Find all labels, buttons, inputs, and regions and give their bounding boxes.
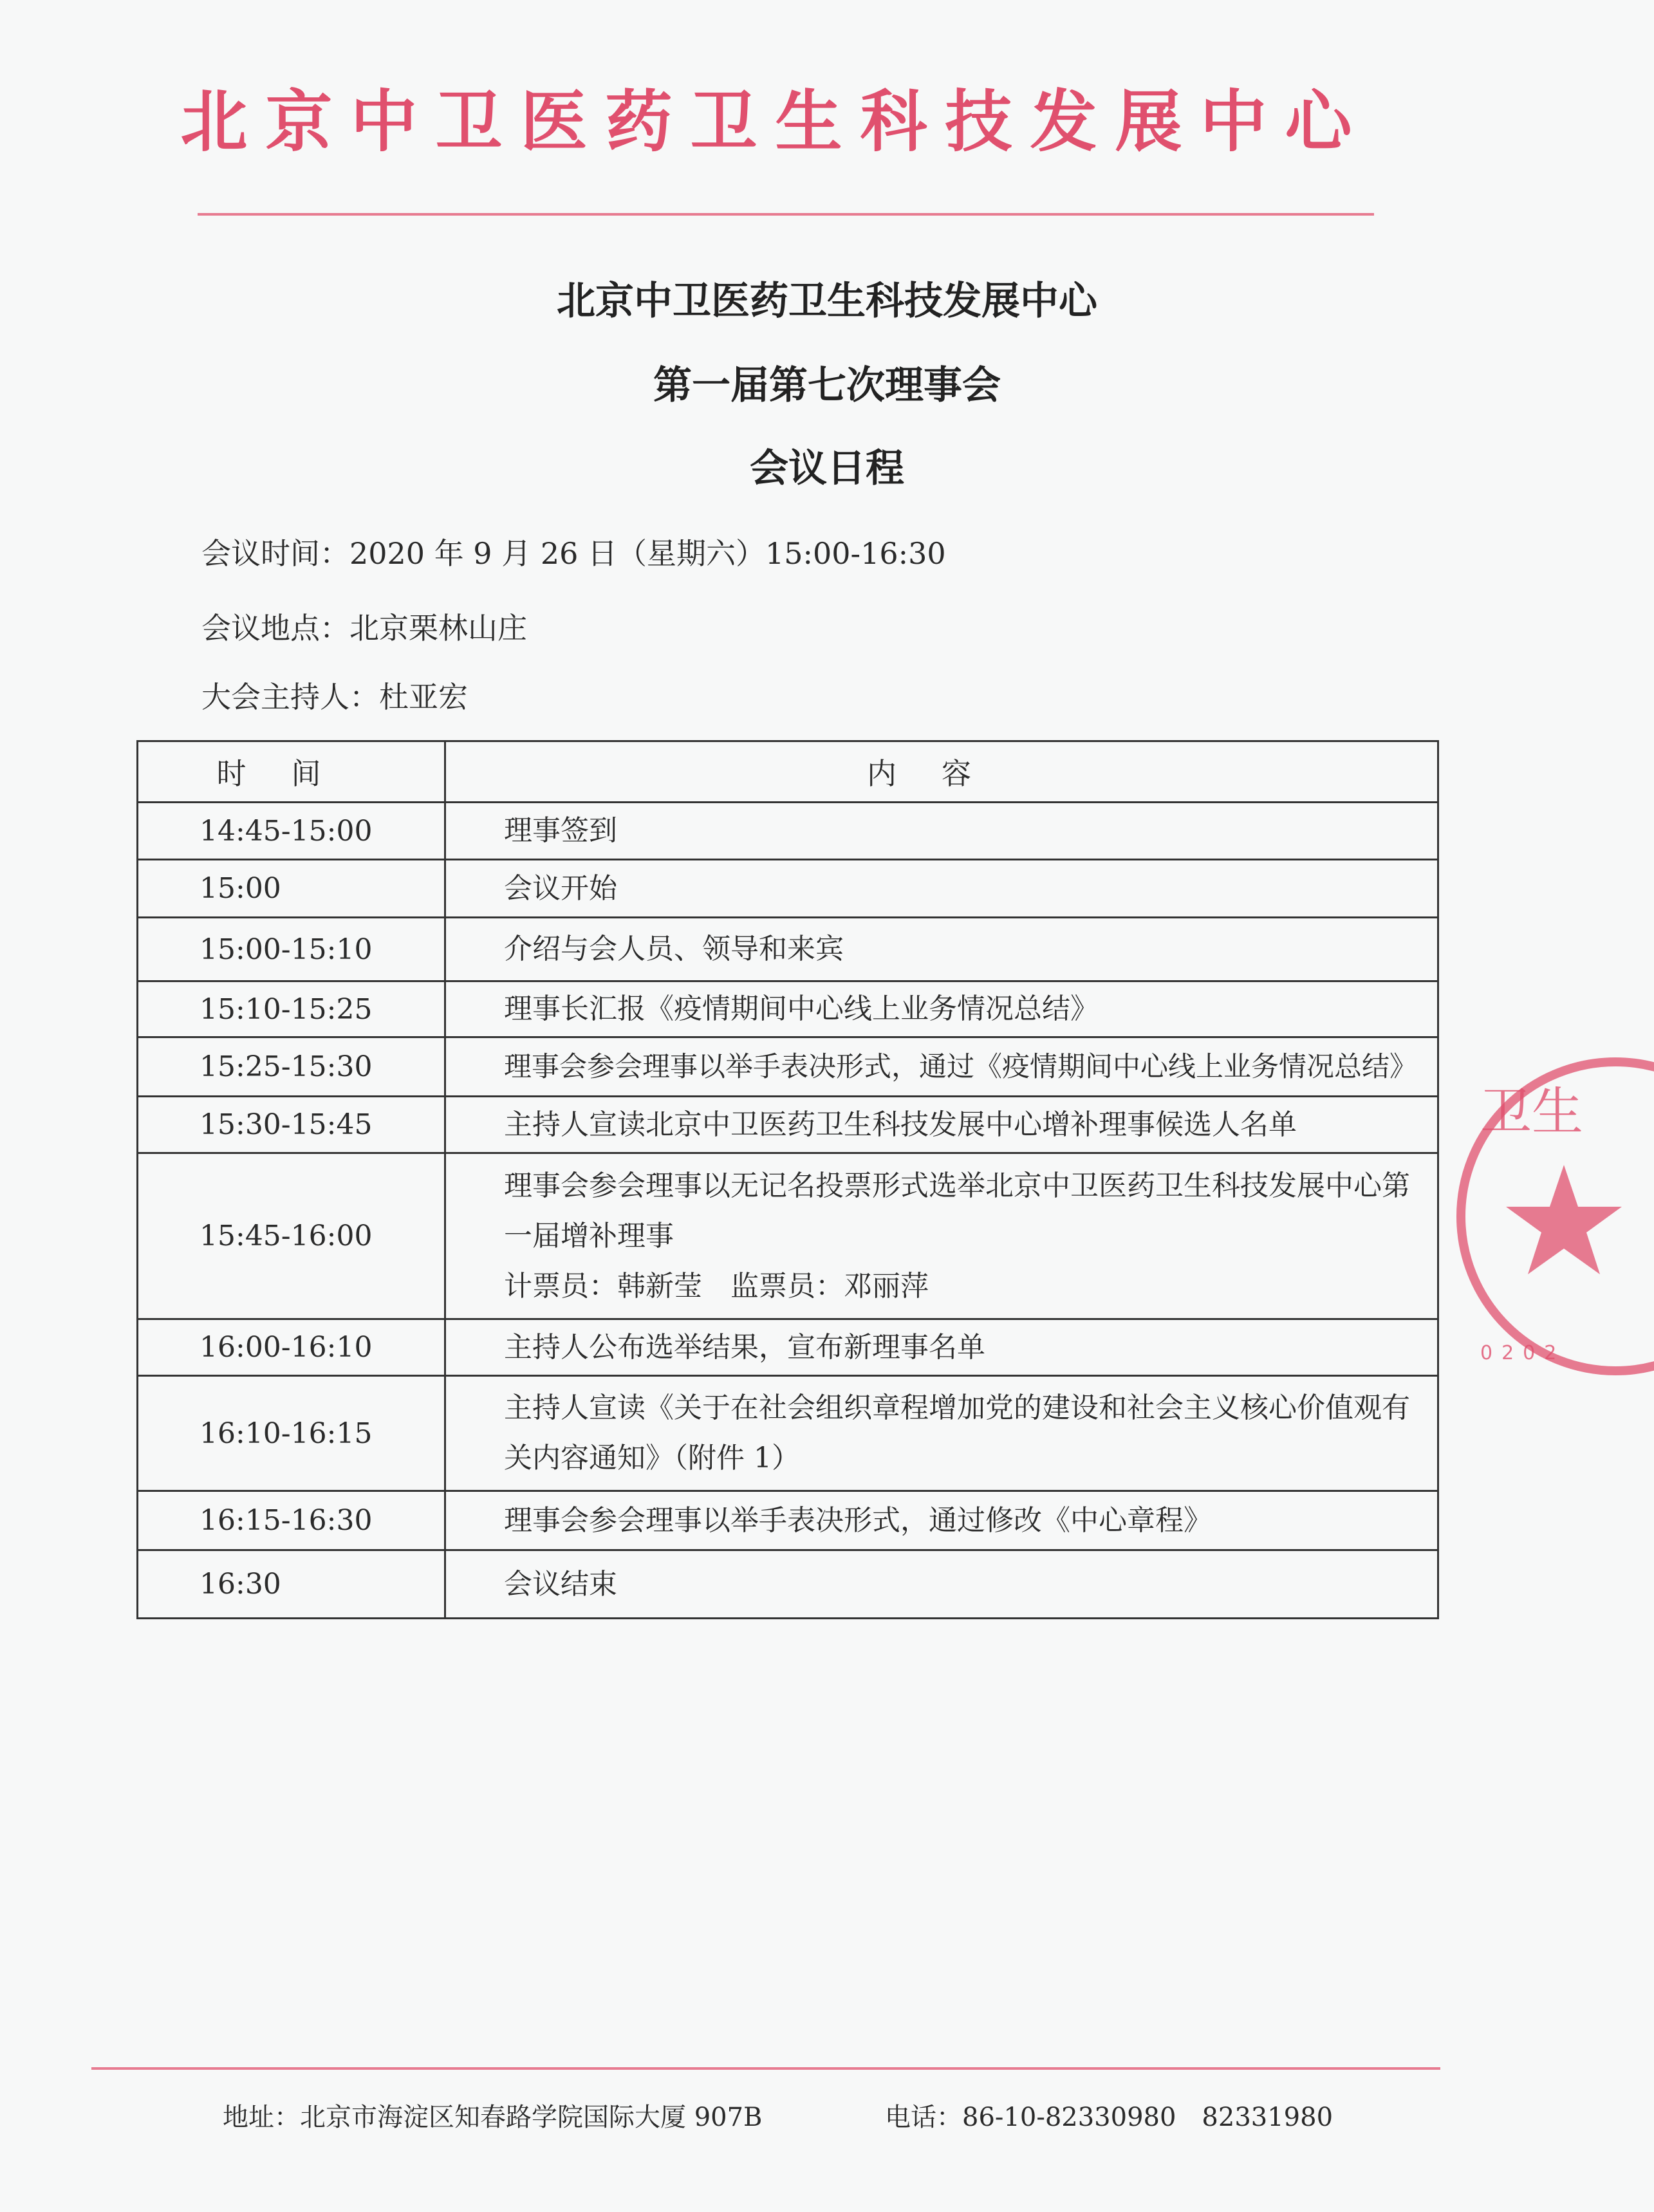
table-row xyxy=(138,803,1438,860)
doc-title-agenda: 会议日程 xyxy=(750,446,904,491)
meeting-time-label: 会议时间： xyxy=(201,536,349,571)
doc-title-meeting: 第一届第七次理事会 xyxy=(653,363,1001,408)
table-row xyxy=(138,918,1438,981)
meeting-place xyxy=(201,605,527,647)
row-content: 理事会参会理事以举手表决形式，通过修改《中心章程》 xyxy=(445,1491,1438,1550)
header-divider xyxy=(198,213,1374,216)
row-time: 15:45-16:00 xyxy=(138,1153,445,1319)
row-content: 会议结束 xyxy=(445,1550,1438,1619)
table-header-row xyxy=(138,741,1438,803)
seal-text: 卫生 xyxy=(1480,1082,1583,1142)
row-content: 理事会参会理事以举手表决形式，通过《疫情期间中心线上业务情况总结》 xyxy=(445,1037,1438,1097)
table-row xyxy=(138,1097,1438,1153)
phone-value: 86-10-82330980 82331980 xyxy=(962,2103,1333,2132)
row-content: 介绍与会人员、领导和来宾 xyxy=(445,918,1438,981)
table-row xyxy=(138,1319,1438,1376)
row-content-tellers: 计票员：韩新莹 监票员：邓丽萍 xyxy=(504,1269,929,1303)
table-row xyxy=(138,1153,1438,1319)
row-time: 15:10-15:25 xyxy=(138,981,445,1037)
row-time: 15:25-15:30 xyxy=(138,1037,445,1097)
header-content: 内容 xyxy=(445,741,1438,803)
row-content xyxy=(445,1153,1438,1319)
doc-title-org: 北京中卫医药卫生科技发展中心 xyxy=(557,279,1097,324)
meeting-time xyxy=(201,530,946,573)
header-time: 时间 xyxy=(138,741,445,803)
row-time: 16:10-16:15 xyxy=(138,1376,445,1491)
footer-phone xyxy=(885,2097,1333,2133)
official-seal xyxy=(1461,1049,1583,1384)
seal-date: 0202 xyxy=(1480,1342,1566,1364)
footer-divider xyxy=(91,2067,1440,2070)
meeting-host-value: 杜亚宏 xyxy=(379,680,468,714)
meeting-host xyxy=(201,674,468,716)
row-time: 14:45-15:00 xyxy=(138,803,445,860)
row-time: 16:00-16:10 xyxy=(138,1319,445,1376)
row-time: 16:30 xyxy=(138,1550,445,1619)
row-content: 理事签到 xyxy=(445,803,1438,860)
table-row xyxy=(138,860,1438,918)
meeting-host-label: 大会主持人： xyxy=(201,680,379,714)
row-content xyxy=(445,1376,1438,1491)
row-content: 主持人公布选举结果，宣布新理事名单 xyxy=(445,1319,1438,1376)
letterhead-org-name: 北京中卫医药卫生科技发展中心 xyxy=(180,82,1370,161)
seal-star-icon xyxy=(1506,1165,1622,1274)
table-row xyxy=(138,1491,1438,1550)
phone-label: 电话： xyxy=(885,2103,962,2132)
row-time: 16:15-16:30 xyxy=(138,1491,445,1550)
row-content: 主持人宣读北京中卫医药卫生科技发展中心增补理事候选人名单 xyxy=(445,1097,1438,1153)
row-time: 15:00 xyxy=(138,860,445,918)
meeting-place-label: 会议地点： xyxy=(201,611,349,646)
table-row xyxy=(138,1376,1438,1491)
agenda-table xyxy=(136,740,1439,1619)
row-time: 15:00-15:10 xyxy=(138,918,445,981)
address-value: 北京市海淀区知春路学院国际大厦 907B xyxy=(300,2103,763,2132)
table-row xyxy=(138,981,1438,1037)
footer-address xyxy=(223,2097,762,2133)
address-label: 地址： xyxy=(223,2103,300,2132)
row-content: 理事长汇报《疫情期间中心线上业务情况总结》 xyxy=(445,981,1438,1037)
meeting-place-value: 北京栗林山庄 xyxy=(349,611,527,646)
meeting-time-value: 2020 年 9 月 26 日（星期六）15:00-16:30 xyxy=(349,536,946,571)
row-content-text: 理事会参会理事以无记名投票形式选举北京中卫医药卫生科技发展中心第一届增补理事 xyxy=(504,1169,1410,1252)
row-content: 会议开始 xyxy=(445,860,1438,918)
table-row xyxy=(138,1037,1438,1097)
row-content-text: 主持人宣读《关于在社会组织章程增加党的建设和社会主义核心价值观有关内容通知》（附件 1） xyxy=(504,1391,1410,1474)
table-row xyxy=(138,1550,1438,1619)
row-time: 15:30-15:45 xyxy=(138,1097,445,1153)
